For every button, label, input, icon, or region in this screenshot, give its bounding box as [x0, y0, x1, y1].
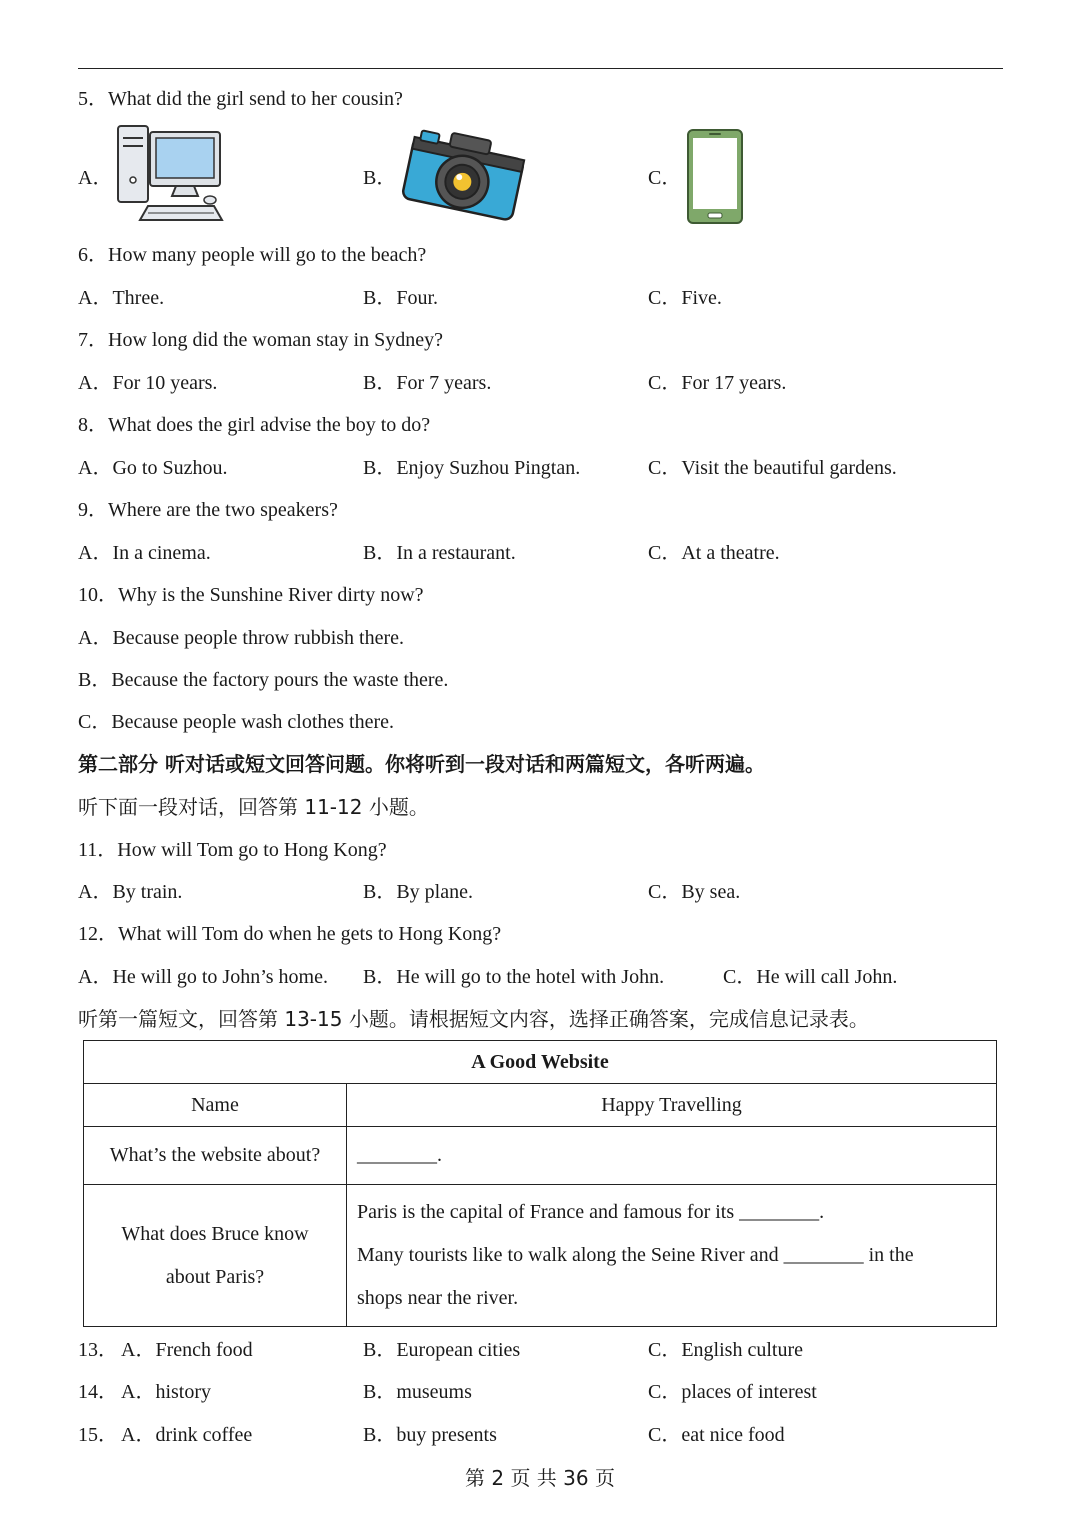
mobile-phone-icon[interactable]	[686, 128, 744, 225]
q10-option-b[interactable]: B．Because the factory pours the waste there.	[78, 669, 449, 691]
q10-option-a[interactable]: A．Because people throw rubbish there.	[78, 627, 405, 649]
q9-option-a[interactable]: A．In a cinema.	[78, 542, 211, 564]
question-5: 5．What did the girl send to her cousin?	[78, 88, 403, 110]
part-2-heading: 第二部分 听对话或短文回答问题。你将听到一段对话和两篇短文，各听两遍。	[78, 752, 765, 776]
table-row-about-blank[interactable]: ________.	[347, 1127, 997, 1185]
table-row-paris-value	[347, 1185, 997, 1327]
q14-option-a[interactable]: A．history	[121, 1381, 211, 1403]
q12-option-b[interactable]: B．He will go to the hotel with John.	[363, 966, 665, 988]
q8-option-b[interactable]: B．Enjoy Suzhou Pingtan.	[363, 457, 581, 479]
q15-option-b[interactable]: B．buy presents	[363, 1424, 497, 1446]
paris-line-2[interactable]: Many tourists like to walk along the Seine River and ________ in the	[357, 1244, 914, 1266]
q12-option-a[interactable]: A．He will go to John’s home.	[78, 966, 328, 988]
q5-option-b-label[interactable]: B．	[363, 167, 397, 189]
question-11: 11．How will Tom go to Hong Kong?	[78, 839, 387, 861]
table-title: A Good Website	[84, 1041, 997, 1084]
camera-icon[interactable]	[400, 126, 528, 222]
q13-number: 13．	[78, 1339, 118, 1361]
question-8: 8．What does the girl advise the boy to do?	[78, 414, 431, 436]
table-row-about-label: What’s the website about?	[84, 1127, 347, 1185]
q12-option-c[interactable]: C．He will call John.	[723, 966, 898, 988]
q14-option-c[interactable]: C．places of interest	[648, 1381, 817, 1403]
q7-option-b[interactable]: B．For 7 years.	[363, 372, 492, 394]
info-record-table	[83, 1040, 997, 1327]
page-footer: 第 2 页 共 36 页	[465, 1466, 615, 1490]
q5-option-a-label[interactable]: A．	[78, 167, 113, 189]
q11-option-a[interactable]: A．By train.	[78, 881, 183, 903]
q15-option-a[interactable]: A．drink coffee	[121, 1424, 253, 1446]
q10-option-c[interactable]: C．Because people wash clothes there.	[78, 711, 395, 733]
header-rule	[78, 68, 1003, 69]
q11-option-b[interactable]: B．By plane.	[363, 881, 473, 903]
q7-option-c[interactable]: C．For 17 years.	[648, 372, 787, 394]
q13-option-a[interactable]: A．French food	[121, 1339, 253, 1361]
q13-option-c[interactable]: C．English culture	[648, 1339, 803, 1361]
question-6: 6．How many people will go to the beach?	[78, 244, 427, 266]
q9-option-b[interactable]: B．In a restaurant.	[363, 542, 516, 564]
table-row-paris-label-line-1: What does Bruce know	[121, 1222, 309, 1245]
q6-option-c[interactable]: C．Five.	[648, 287, 722, 309]
table-row-paris-label-line-2: about Paris?	[165, 1265, 265, 1288]
question-9: 9．Where are the two speakers?	[78, 499, 338, 521]
q15-option-c[interactable]: C．eat nice food	[648, 1424, 785, 1446]
paris-line-3: shops near the river.	[357, 1287, 519, 1309]
q14-number: 14．	[78, 1381, 118, 1403]
table-row-name-value: Happy Travelling	[347, 1084, 997, 1127]
computer-icon[interactable]	[114, 124, 229, 224]
question-12: 12．What will Tom do when he gets to Hong Kong?	[78, 923, 502, 945]
q9-option-c[interactable]: C．At a theatre.	[648, 542, 780, 564]
q6-option-a[interactable]: A．Three.	[78, 287, 165, 309]
q14-option-b[interactable]: B．museums	[363, 1381, 472, 1403]
q11-option-c[interactable]: C．By sea.	[648, 881, 741, 903]
q6-option-b[interactable]: B．Four.	[363, 287, 439, 309]
q8-option-a[interactable]: A．Go to Suzhou.	[78, 457, 228, 479]
question-7: 7．How long did the woman stay in Sydney?	[78, 329, 443, 351]
table-row-paris-label	[84, 1185, 347, 1327]
q5-option-c-label[interactable]: C．	[648, 167, 682, 189]
q13-option-b[interactable]: B．European cities	[363, 1339, 521, 1361]
part-2-intro-1: 听下面一段对话，回答第 11-12 小题。	[78, 795, 429, 819]
q15-number: 15．	[78, 1424, 118, 1446]
question-10: 10．Why is the Sunshine River dirty now?	[78, 584, 424, 606]
q7-option-a[interactable]: A．For 10 years.	[78, 372, 218, 394]
part-2-intro-2: 听第一篇短文，回答第 13-15 小题。请根据短文内容，选择正确答案，完成信息记录表。	[78, 1007, 869, 1031]
table-row-name-label: Name	[84, 1084, 347, 1127]
q8-option-c[interactable]: C．Visit the beautiful gardens.	[648, 457, 897, 479]
paris-line-1[interactable]: Paris is the capital of France and famous for its ________.	[357, 1201, 825, 1223]
